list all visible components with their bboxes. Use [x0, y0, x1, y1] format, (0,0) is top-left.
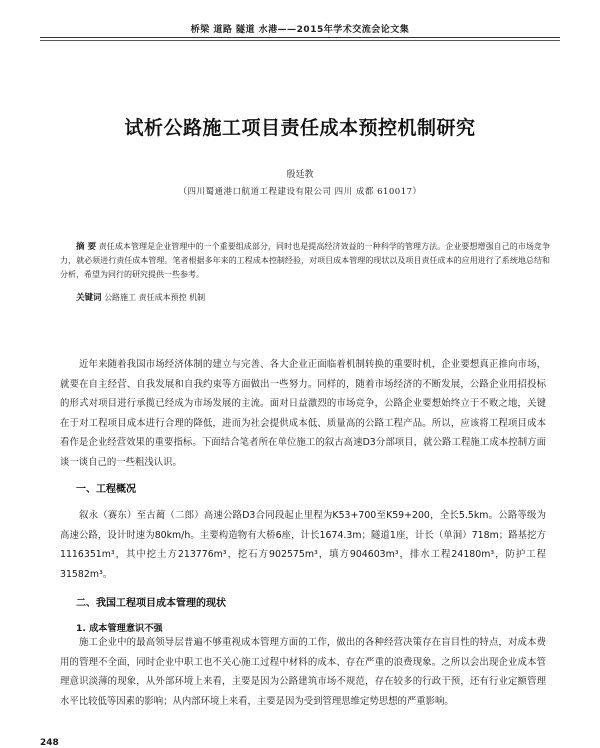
article-title: 试析公路施工项目责任成本预控机制研究: [124, 117, 476, 139]
abstract-text: 责任成本管理是企业管理中的一个重要组成部分，同时也是提高经济效益的一种科学的管理方法。企业要想增强自己的市场竞争力，就必须进行责任成本管理。笔者根据多年来的工程成本控制经验，对项目成本管理的现状以及项目责任成本的应用进行了系统地总结和分析，希望为同行的研究提供一些参考。: [60, 242, 550, 279]
abstract: [60, 240, 550, 282]
header-rule: [40, 37, 560, 38]
keywords: [76, 291, 546, 303]
intro-paragraph: 近年来随着我国市场经济体制的建立与完善、各大企业正面临着机制转换的重要时机，企业要想真正推向市场，就要在自主经营、自我发展和自我约束等方面做出一些努力。同样的，随着市场经济的不断发展，公路企业用招投标的形式对项目进行承揽已经成为市场发展的主流。面对日益激烈的市场竞争，公路企业要想始终立于不败之地，关键在于对工程项目成本进行合理的降低，进而为社会提供成本低、质量高的公路工程产品。所以，应该将工程项目成本看作是企业经营效果的重要指标。下面结合笔者所在单位施工的叙古高速D3分部项目，就公路工程施工成本控制方面谈一谈自己的一些粗浅认识。: [60, 359, 546, 468]
keywords-text: 公路施工 责任成本预控 机制: [104, 293, 206, 302]
page-number: 248: [40, 738, 59, 748]
abstract-label: 摘 要: [76, 242, 97, 252]
section-heading-overview: 一、工程概况: [76, 484, 136, 495]
author-affiliation: （四川蜀通港口航道工程建设有限公司 四川 成都 610017）: [178, 187, 422, 197]
awareness-paragraph: 施工企业中的最高领导层普遍不够重视成本管理方面的工作，做出的各种经营决策存在盲目性的特点，对成本费用的管理不全面，同时企业中职工也不关心施工过程中材料的成本、存在严重的浪费现象。之所以会出现企业成本管理意识淡薄的现象，从外部环境上来看，主要是因为公路建筑市场不规范，存在较多的行政干预，还有行业定额管理水平比较低等因素的影响；从内部环境上来看，主要是因为受到管理思维定势思想的严重影响。: [60, 637, 546, 707]
subsection-heading-awareness: 1. 成本管理意识不强: [76, 623, 163, 634]
overview-paragraph: 叙永（赛东）至古蔺（二郎）高速公路D3合同段起止里程为K53+700至K59+200，全长5.5km。公路等级为高速公路，设计时速为80km/h。主要构造物有大桥6座，计长1674.3m；隧道1座，计长（单洞）718m；路基挖方1116351m³，其中挖土方213776m³，挖石方902575m³，填方904603m³，排水工程24180m³，防护工程31582m³。: [60, 510, 546, 580]
header-rule-thin: [40, 40, 560, 41]
section-heading-status: 二、我国工程项目成本管理的现状: [76, 598, 226, 609]
author-name: 殷廷教: [286, 170, 314, 180]
running-header: 桥梁 道路 隧道 水港——2015年学术交流会论文集: [190, 25, 410, 35]
keywords-label: 关键词: [76, 293, 102, 303]
